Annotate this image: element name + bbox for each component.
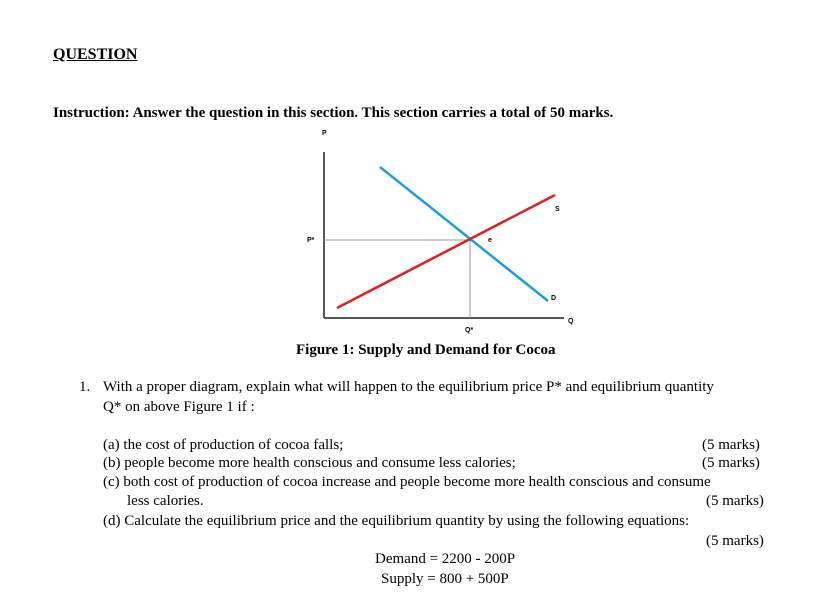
supply-curve: [337, 195, 555, 308]
part-d-marks: (5 marks): [706, 533, 764, 549]
supply-label: S: [555, 206, 560, 213]
part-c-line-2: less calories.: [127, 493, 204, 509]
demand-equation: Demand = 2200 - 200P: [375, 551, 516, 567]
figure-caption: Figure 1: Supply and Demand for Cocoa: [296, 342, 556, 358]
quantity-axis-label: Q: [568, 318, 574, 325]
instruction-text: Instruction: Answer the question in this section. This section carries a total of 50 marks.: [53, 105, 614, 121]
equilibrium-price-label: P*: [307, 237, 315, 244]
equilibrium-point-label: e: [488, 237, 492, 244]
supply-equation: Supply = 800 + 500P: [381, 571, 509, 587]
section-heading: QUESTION: [53, 46, 138, 63]
demand-curve: [380, 167, 548, 301]
price-axis-label: P: [322, 130, 327, 137]
equilibrium-quantity-label: Q*: [465, 327, 474, 334]
part-c-marks: (5 marks): [706, 493, 764, 509]
part-b-text: (b) people become more health conscious and consume less calories;: [103, 455, 516, 471]
part-a-marks: (5 marks): [702, 437, 760, 453]
part-c-line-1: (c) both cost of production of cocoa increase and people become more health conscious and consume: [103, 474, 711, 490]
question-number: 1.: [79, 379, 91, 395]
part-d-text: (d) Calculate the equilibrium price and the equilibrium quantity by using the following equations:: [103, 513, 690, 529]
part-a-text: (a) the cost of production of cocoa falls;: [103, 437, 344, 453]
supply-demand-diagram: [300, 128, 590, 342]
question-stem-line-2: Q* on above Figure 1 if :: [103, 399, 255, 415]
part-b-marks: (5 marks): [702, 455, 760, 471]
question-stem-line-1: With a proper diagram, explain what will happen to the equilibrium price P* and equilibrium quantity: [103, 379, 714, 395]
demand-label: D: [551, 295, 557, 302]
